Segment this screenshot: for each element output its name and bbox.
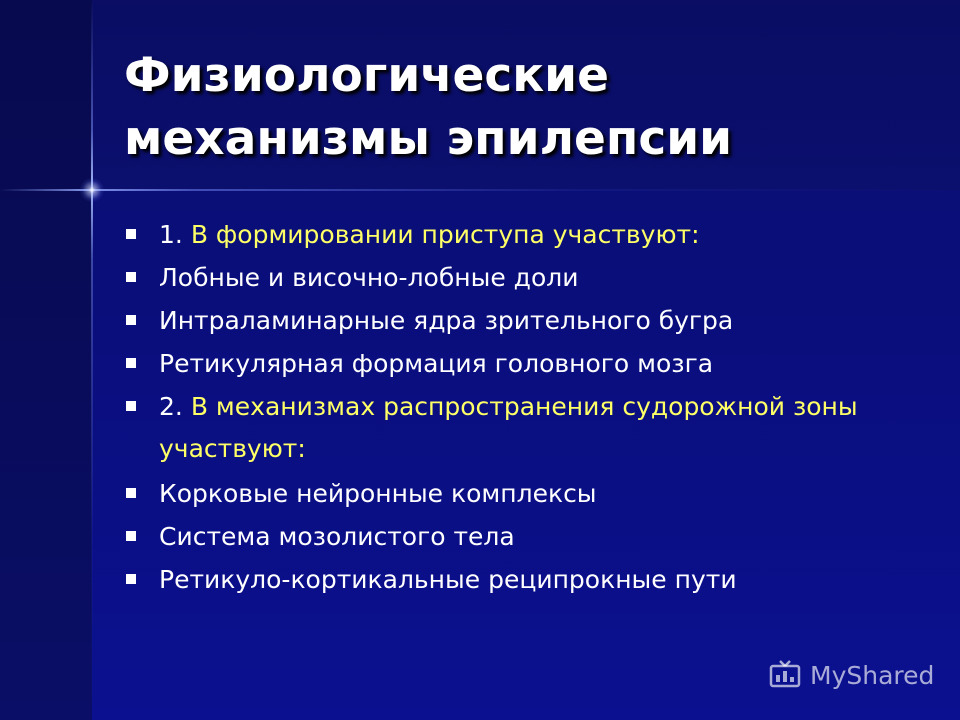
bullet-item	[124, 385, 924, 472]
bullet-text: Лобные и височно-лобные доли	[159, 263, 579, 292]
bullet-number: 2.	[159, 392, 191, 421]
bullet-heading-text: В формировании приступа участвуют:	[190, 220, 700, 249]
bullet-text: Интраламинарные ядра зрительного бугра	[159, 306, 734, 335]
square-bullet-icon	[126, 488, 136, 498]
vertical-rule-decoration	[91, 0, 93, 720]
square-bullet-icon	[126, 531, 136, 541]
title-line-1: Физиологические	[124, 48, 609, 103]
watermark-text: MyShared	[810, 660, 935, 690]
square-bullet-icon	[126, 358, 136, 368]
left-band-decoration	[0, 0, 92, 720]
bullet-item	[124, 256, 924, 299]
bullet-item	[124, 558, 924, 601]
bullet-item	[124, 213, 924, 256]
square-bullet-icon	[126, 574, 136, 584]
sparkle-icon	[80, 178, 104, 202]
title-line-2: механизмы эпилепсии	[124, 111, 733, 166]
bullet-text: Ретикуло-кортикальные реципрокные пути	[159, 565, 737, 594]
square-bullet-icon	[126, 229, 136, 239]
square-bullet-icon	[126, 272, 136, 282]
square-bullet-icon	[126, 401, 136, 411]
myshared-watermark	[768, 655, 934, 695]
bullet-item	[124, 342, 924, 385]
slide-title	[124, 44, 924, 170]
square-bullet-icon	[126, 315, 136, 325]
bullet-number: 1.	[159, 220, 191, 249]
bullet-item	[124, 515, 924, 558]
bullet-text: Система мозолистого тела	[159, 522, 515, 551]
bullet-text: Корковые нейронные комплексы	[159, 479, 597, 508]
bullet-heading-text: В механизмах распространения судорожной зоны участвуют:	[159, 392, 858, 463]
bullet-list	[124, 213, 924, 601]
bullet-item	[124, 299, 924, 342]
bullet-item	[124, 472, 924, 515]
myshared-logo-icon	[768, 658, 802, 692]
bullet-text: Ретикулярная формация головного мозга	[159, 349, 714, 378]
horizontal-rule-decoration	[0, 189, 960, 191]
